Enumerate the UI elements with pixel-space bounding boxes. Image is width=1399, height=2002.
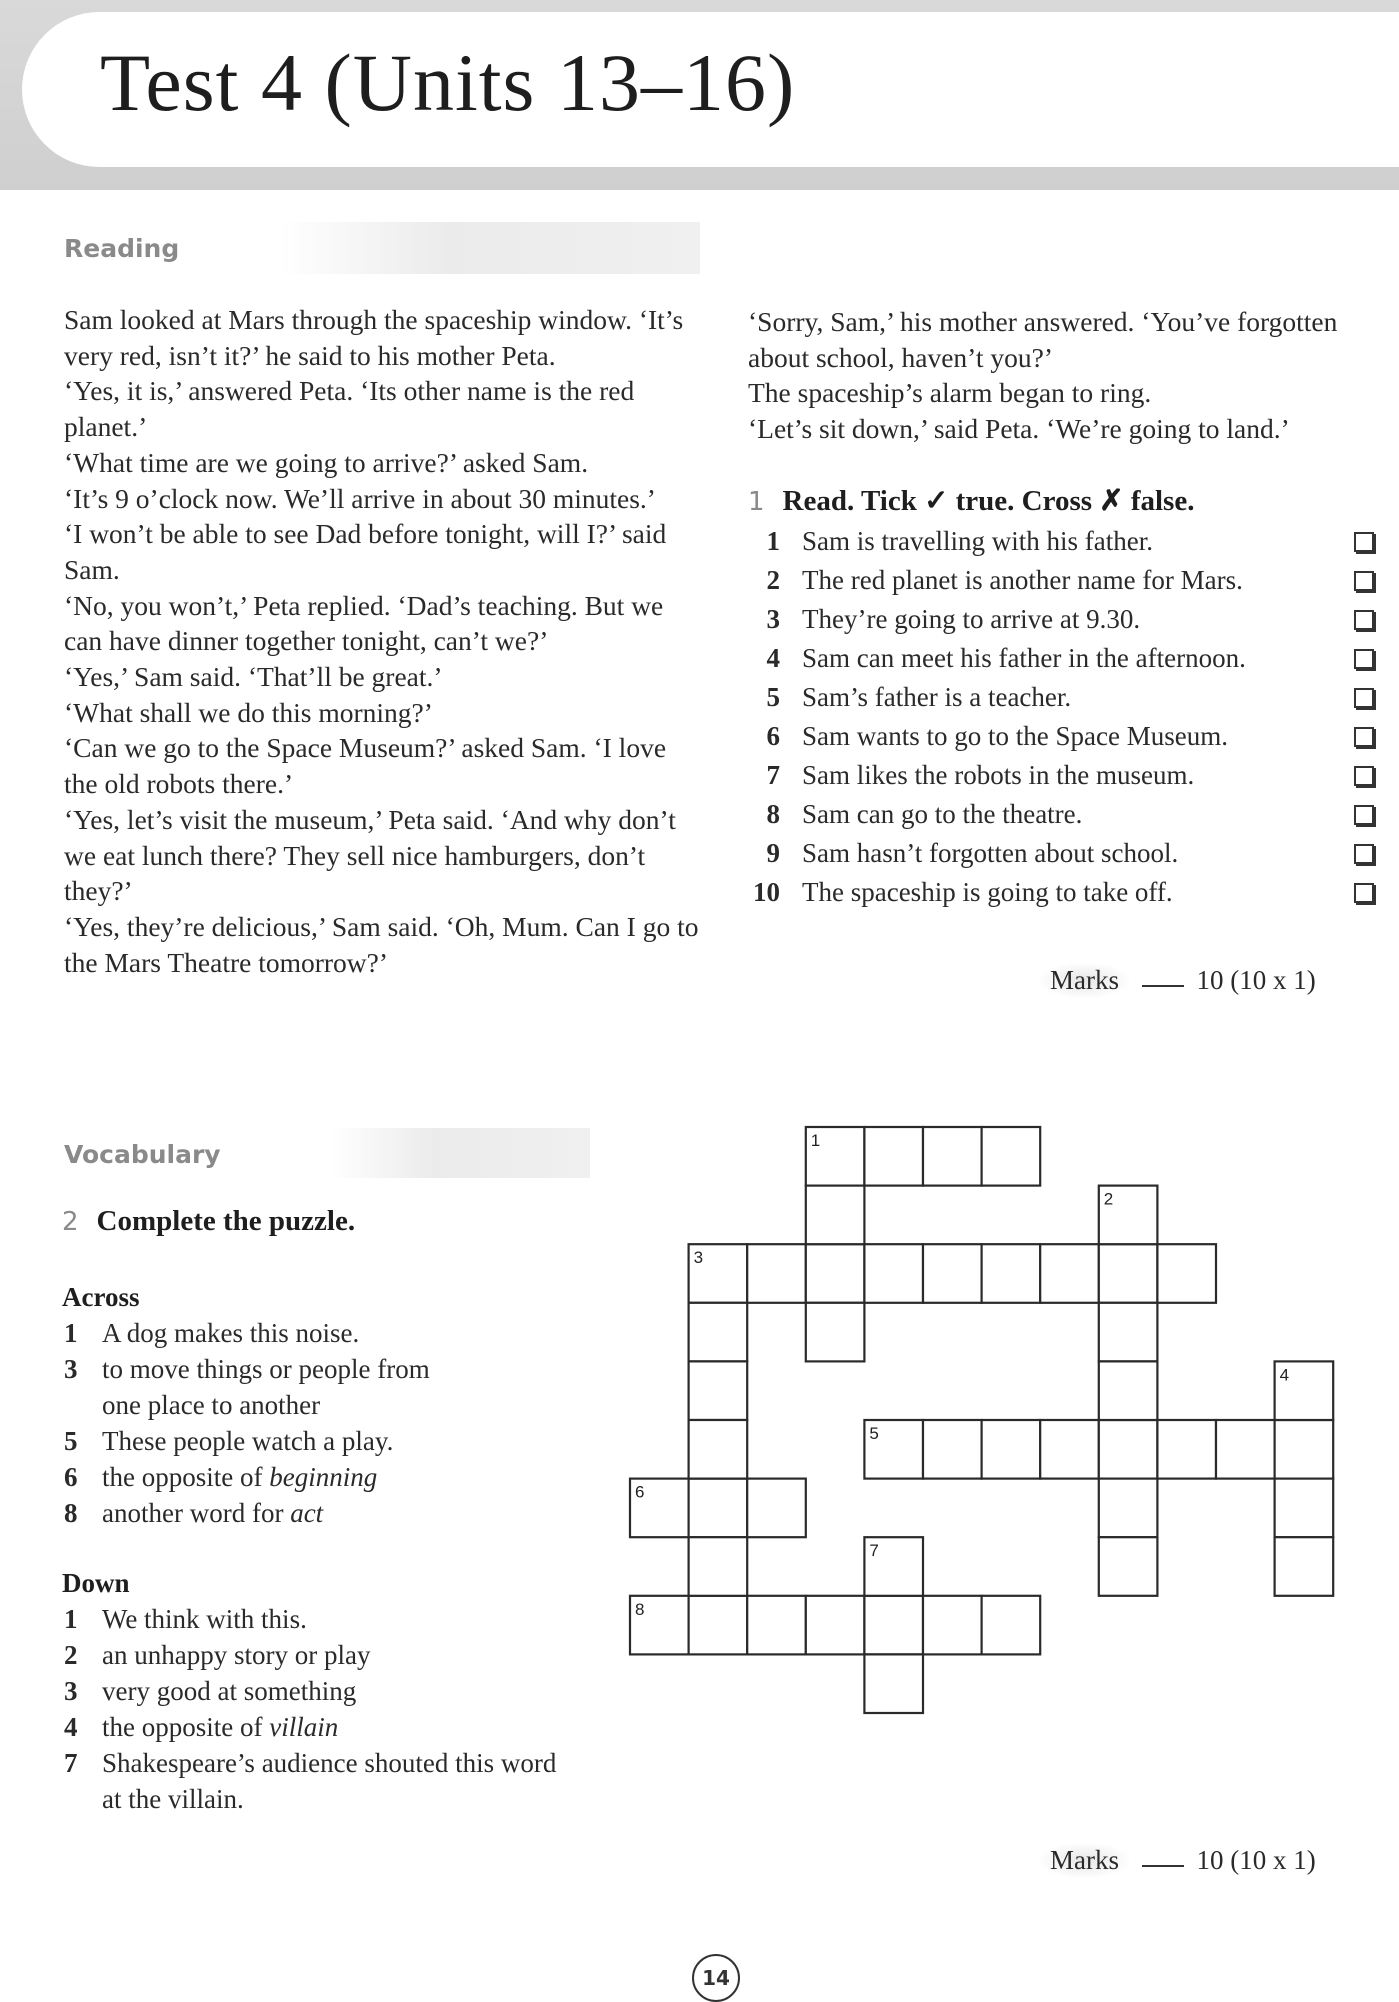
crossword-cell[interactable] [1275,1420,1334,1479]
crossword-cell[interactable] [1099,1244,1158,1303]
passage-paragraph: ‘Yes, they’re delicious,’ Sam said. ‘Oh, Mum. Can I go to the Mars Theatre tomorrow?’ [64,910,699,978]
statement-text: The spaceship is going to take off. [802,877,1173,907]
clue-number: 6 [64,1462,78,1492]
crossword-clue-number: 1 [810,1131,821,1150]
crossword-cell[interactable] [982,1596,1041,1655]
statement-number: 1 [766,526,780,556]
crossword-cell[interactable] [864,1127,923,1186]
crossword-cell[interactable] [923,1244,982,1303]
statement-number: 7 [766,760,780,790]
exercise-2-number: 2 [62,1207,79,1237]
exercise-2-instruction: Complete the puzzle. [96,1205,356,1237]
crossword-clue-number: 6 [635,1482,645,1502]
exercise-1-number: 1 [748,487,765,517]
passage-paragraph: ‘Yes,’ Sam said. ‘That’ll be great.’ [64,661,443,693]
crossword-cell[interactable] [1099,1303,1158,1362]
clue-text: to move things or people from one place to another [102,1354,430,1420]
crossword-clue-number: 3 [693,1248,704,1268]
vocabulary-section-label: Vocabulary [64,1140,221,1169]
clue-number: 2 [64,1640,78,1670]
passage-paragraph: The spaceship’s alarm began to ring. [748,377,1152,409]
crossword-cell[interactable] [1157,1244,1216,1303]
crossword-cell[interactable] [982,1420,1041,1479]
crossword-cell[interactable] [1099,1537,1158,1596]
crossword-cell[interactable] [1099,1361,1158,1420]
clue-number: 7 [64,1748,78,1778]
crossword-cell[interactable] [864,1596,923,1655]
clue-number: 4 [64,1712,78,1742]
crossword-cell[interactable] [689,1361,748,1420]
page-number: 14 [692,1954,740,2002]
crossword-cell[interactable] [982,1244,1041,1303]
reading-marks-label: Marks [1040,963,1129,998]
crossword-clue-number: 5 [869,1424,879,1443]
statement-text: Sam’s father is a teacher. [802,682,1072,712]
crossword-cell[interactable] [689,1303,748,1362]
statement-number: 3 [766,604,780,634]
crossword-cell[interactable] [864,1654,923,1713]
statement-number: 10 [753,877,780,907]
clue-number: 3 [64,1354,78,1384]
clue-emphasis: act [290,1498,324,1528]
crossword-clue-number: 7 [869,1541,879,1561]
passage-paragraph: ‘What shall we do this morning?’ [64,696,433,728]
crossword-cell[interactable] [1040,1420,1099,1479]
statement-number: 2 [766,565,780,595]
crossword-cell[interactable] [747,1244,806,1303]
crossword-cell[interactable] [864,1244,923,1303]
reading-marks-total: 10 (10 x 1) [1196,965,1316,995]
clue-number: 5 [64,1426,78,1456]
crossword-cell[interactable] [806,1186,865,1245]
clue-text: These people watch a play. [102,1426,394,1456]
statement-text: Sam can go to the theatre. [802,799,1083,829]
crossword-clue-number: 8 [635,1599,645,1619]
crossword-cell[interactable] [1275,1537,1334,1596]
passage-paragraph: Sam looked at Mars through the spaceship window. ‘It’s very red, isn’t it?’ he said to his mother Peta. [64,304,684,371]
across-title: Across [62,1282,140,1312]
passage-paragraph: ‘It’s 9 o’clock now. We’ll arrive in about 30 minutes.’ [64,482,656,514]
statement-number: 4 [766,643,780,673]
passage-paragraph: ‘Let’s sit down,’ said Peta. ‘We’re going to land.’ [748,413,1290,445]
statement-number: 5 [766,682,780,712]
statement-number: 8 [766,799,780,829]
crossword-cell[interactable] [1099,1420,1158,1479]
vocabulary-marks-total: 10 (10 x 1) [1196,1845,1316,1875]
clue-text: A dog makes this noise. [102,1318,360,1348]
clue-text: an unhappy story or play [102,1640,371,1670]
crossword-clue-number: 4 [1279,1365,1290,1385]
statement-text: They’re going to arrive at 9.30. [802,604,1141,634]
crossword-cell[interactable] [689,1537,748,1596]
passage-paragraph: ‘Can we go to the Space Museum?’ asked Sam. ‘I love the old robots there.’ [64,732,667,800]
clue-text: We think with this. [102,1604,307,1634]
clue-number: 1 [64,1604,78,1634]
crossword-cell[interactable] [923,1420,982,1479]
clue-text: another word for [102,1498,291,1528]
clue-number: 1 [64,1318,78,1348]
crossword-cell[interactable] [806,1244,865,1303]
clue-text: very good at something [102,1676,357,1706]
crossword-cell[interactable] [806,1303,865,1362]
clue-number: 3 [64,1676,78,1706]
crossword-cell[interactable] [1157,1420,1216,1479]
crossword-clue-number: 2 [1103,1189,1114,1209]
clue-text: the opposite of [102,1462,270,1492]
clue-text: Shakespeare’s audience shouted this word at the villain. [102,1748,557,1814]
passage-paragraph: ‘What time are we going to arrive?’ asked Sam. [64,446,589,478]
crossword-cell[interactable] [747,1479,806,1538]
vocabulary-marks-label: Marks [1040,1843,1129,1878]
crossword-cell[interactable] [689,1420,748,1479]
statement-text: Sam hasn’t forgotten about school. [802,838,1179,868]
passage-paragraph: ‘Yes, let’s visit the museum,’ Peta said. ‘And why don’t we eat lunch there? They sell nice hamburgers, don’t they?’ [64,803,676,907]
crossword-cell[interactable] [747,1596,806,1655]
clue-number: 8 [64,1498,78,1528]
exercise-1-instruction: Read. Tick ✓ true. Cross ✗ false. [782,485,1195,517]
crossword-cell[interactable] [1040,1244,1099,1303]
crossword-cell[interactable] [806,1596,865,1655]
statement-text: Sam likes the robots in the museum. [802,760,1195,790]
crossword-cell[interactable] [923,1596,982,1655]
clue-text: the opposite of [102,1712,270,1742]
crossword-cell[interactable] [689,1479,748,1538]
down-title: Down [62,1568,130,1598]
crossword-cell[interactable] [1216,1420,1275,1479]
statement-text: The red planet is another name for Mars. [802,565,1243,595]
vocabulary-marks-blank[interactable] [1142,1865,1184,1867]
passage-paragraph: ‘I won’t be able to see Dad before tonight, will I?’ said Sam. [64,518,667,585]
statement-number: 9 [766,838,780,868]
statement-text: Sam is travelling with his father. [802,526,1153,556]
reading-section-label: Reading [64,234,180,263]
crossword-cell[interactable] [1099,1479,1158,1538]
passage-paragraph: ‘Yes, it is,’ answered Peta. ‘Its other name is the red planet.’ [64,375,635,443]
crossword-cell[interactable] [923,1127,982,1186]
page-title: Test 4 (Units 13–16) [100,37,796,128]
clue-emphasis: villain [269,1712,339,1742]
statement-text: Sam can meet his father in the afternoon. [802,643,1246,673]
crossword-cell[interactable] [1275,1479,1334,1538]
clue-emphasis: beginning [269,1462,378,1492]
statement-number: 6 [766,721,780,751]
passage-paragraph: ‘No, you won’t,’ Peta replied. ‘Dad’s teaching. But we can have dinner together tonight, can’t we?’ [64,589,664,657]
crossword-cell[interactable] [982,1127,1041,1186]
vocabulary-marks [1040,1843,1316,1878]
crossword-cell[interactable] [689,1596,748,1655]
passage-paragraph: ‘Sorry, Sam,’ his mother answered. ‘You’ve forgotten about school, haven’t you?’ [748,306,1338,373]
statement-text: Sam wants to go to the Space Museum. [802,721,1228,751]
